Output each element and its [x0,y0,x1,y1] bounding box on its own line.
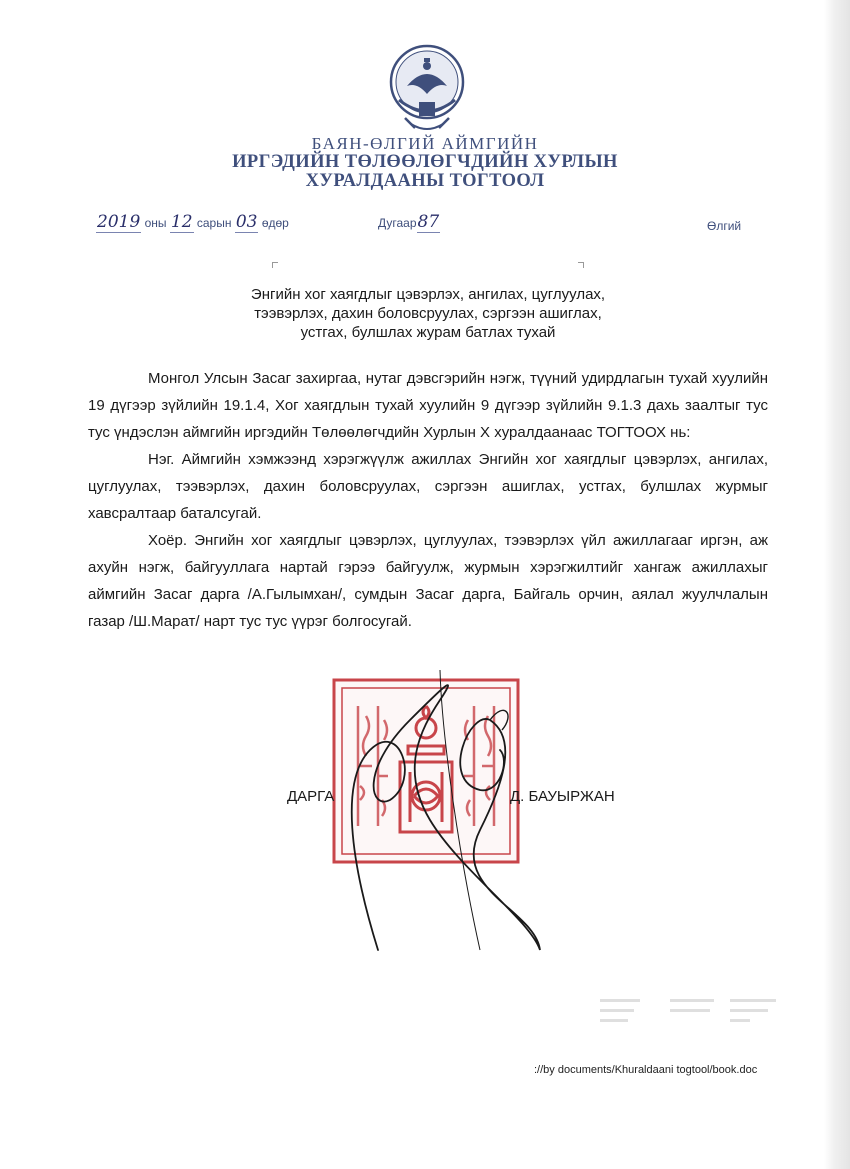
date-day-suffix: өдөр [261,216,289,230]
subject-line: тээвэрлэх, дахин боловсруулах, сэргээн ашиглах, [254,305,602,322]
date-month-suffix: сарын [196,216,232,230]
page-edge-shadow [824,0,850,1169]
header-line-council: ИРГЭДИЙН ТӨЛӨӨЛӨГЧДИЙН ХУРЛЫН [232,152,618,172]
date-line [96,212,289,232]
date-year-suffix: оны [144,216,167,230]
date-month: 12 [170,212,193,232]
date-year: 2019 [97,212,141,232]
subject-corner-left [272,262,278,268]
body-paragraph-one: Нэг. Аймгийн хэмжээнд хэрэгжүүлж ажиллах Энгийн хог хаягдлыг цэвэрлэх, ангилах, цуглуулах, тээвэрлэх, дахин боловсруулах, сэргээн ашиглах, устгах, булшлах журмыг хавсралтаар баталсугай. [88,451,768,522]
document-number-line [378,212,440,232]
signatory-name: Д. БАУЫРЖАН [510,788,615,805]
document-subject [170,285,686,342]
date-day: 03 [235,212,258,232]
body-paragraph-preamble: Монгол Улсын Засаг захиргаа, нутаг дэвсгэрийн нэгж, түүний удирдлагын тухай хуулийн 19 дүгээр зүйлийн 19.1.4, Хог хаягдлын тухай хуулийн 9 дүгээр зүйлийн 9.1.3 дахь заалтыг тус тус үндэслэн аймгийн иргэдийн Төлөөлөгчдийн Хурлын X хуралдаанаас ТОГТООХ нь: [88,370,768,441]
header-line-resolution: ХУРАЛДААНЫ ТОГТООЛ [305,171,545,191]
subject-line: Энгийн хог хаягдлыг цэвэрлэх, ангилах, цуглуулах, [250,286,606,303]
subject-corner-right [578,262,584,268]
state-emblem-icon [385,42,469,134]
file-path-footer: ://by documents/Khuraldaani togtool/book.doc [534,1064,758,1076]
document-place: Өлгий [707,219,742,233]
body-paragraph-two: Хоёр. Энгийн хог хаягдлыг цэвэрлэх, цуглуулах, тээвэрлэх үйл ажиллагааг иргэн, аж ахуйн нэгж, байгууллага нартай гэрээ байгуулж, журмын хэрэгжилтийг хангаж ажиллахыг аймгийн Засаг дарга /А.Гылымхан/, сумдын Засаг дарга, Байгаль орчин, аялал жуулчлалын газар /Ш.Марат/ нарт тус тус үүрэг болгосугай. [88,532,768,630]
signatory-title: ДАРГА [287,788,335,805]
document-number-label: Дугаар [378,216,417,230]
header-line-aimag: БАЯН-ӨЛГИЙ АЙМГИЙН [311,134,539,153]
document-body [88,365,768,635]
document-header [180,134,670,191]
document-number: 87 [417,212,440,232]
subject-line: устгах, булшлах журам батлах тухай [300,324,556,341]
handwritten-signature [330,660,590,960]
bleed-through-marks [600,995,780,1045]
